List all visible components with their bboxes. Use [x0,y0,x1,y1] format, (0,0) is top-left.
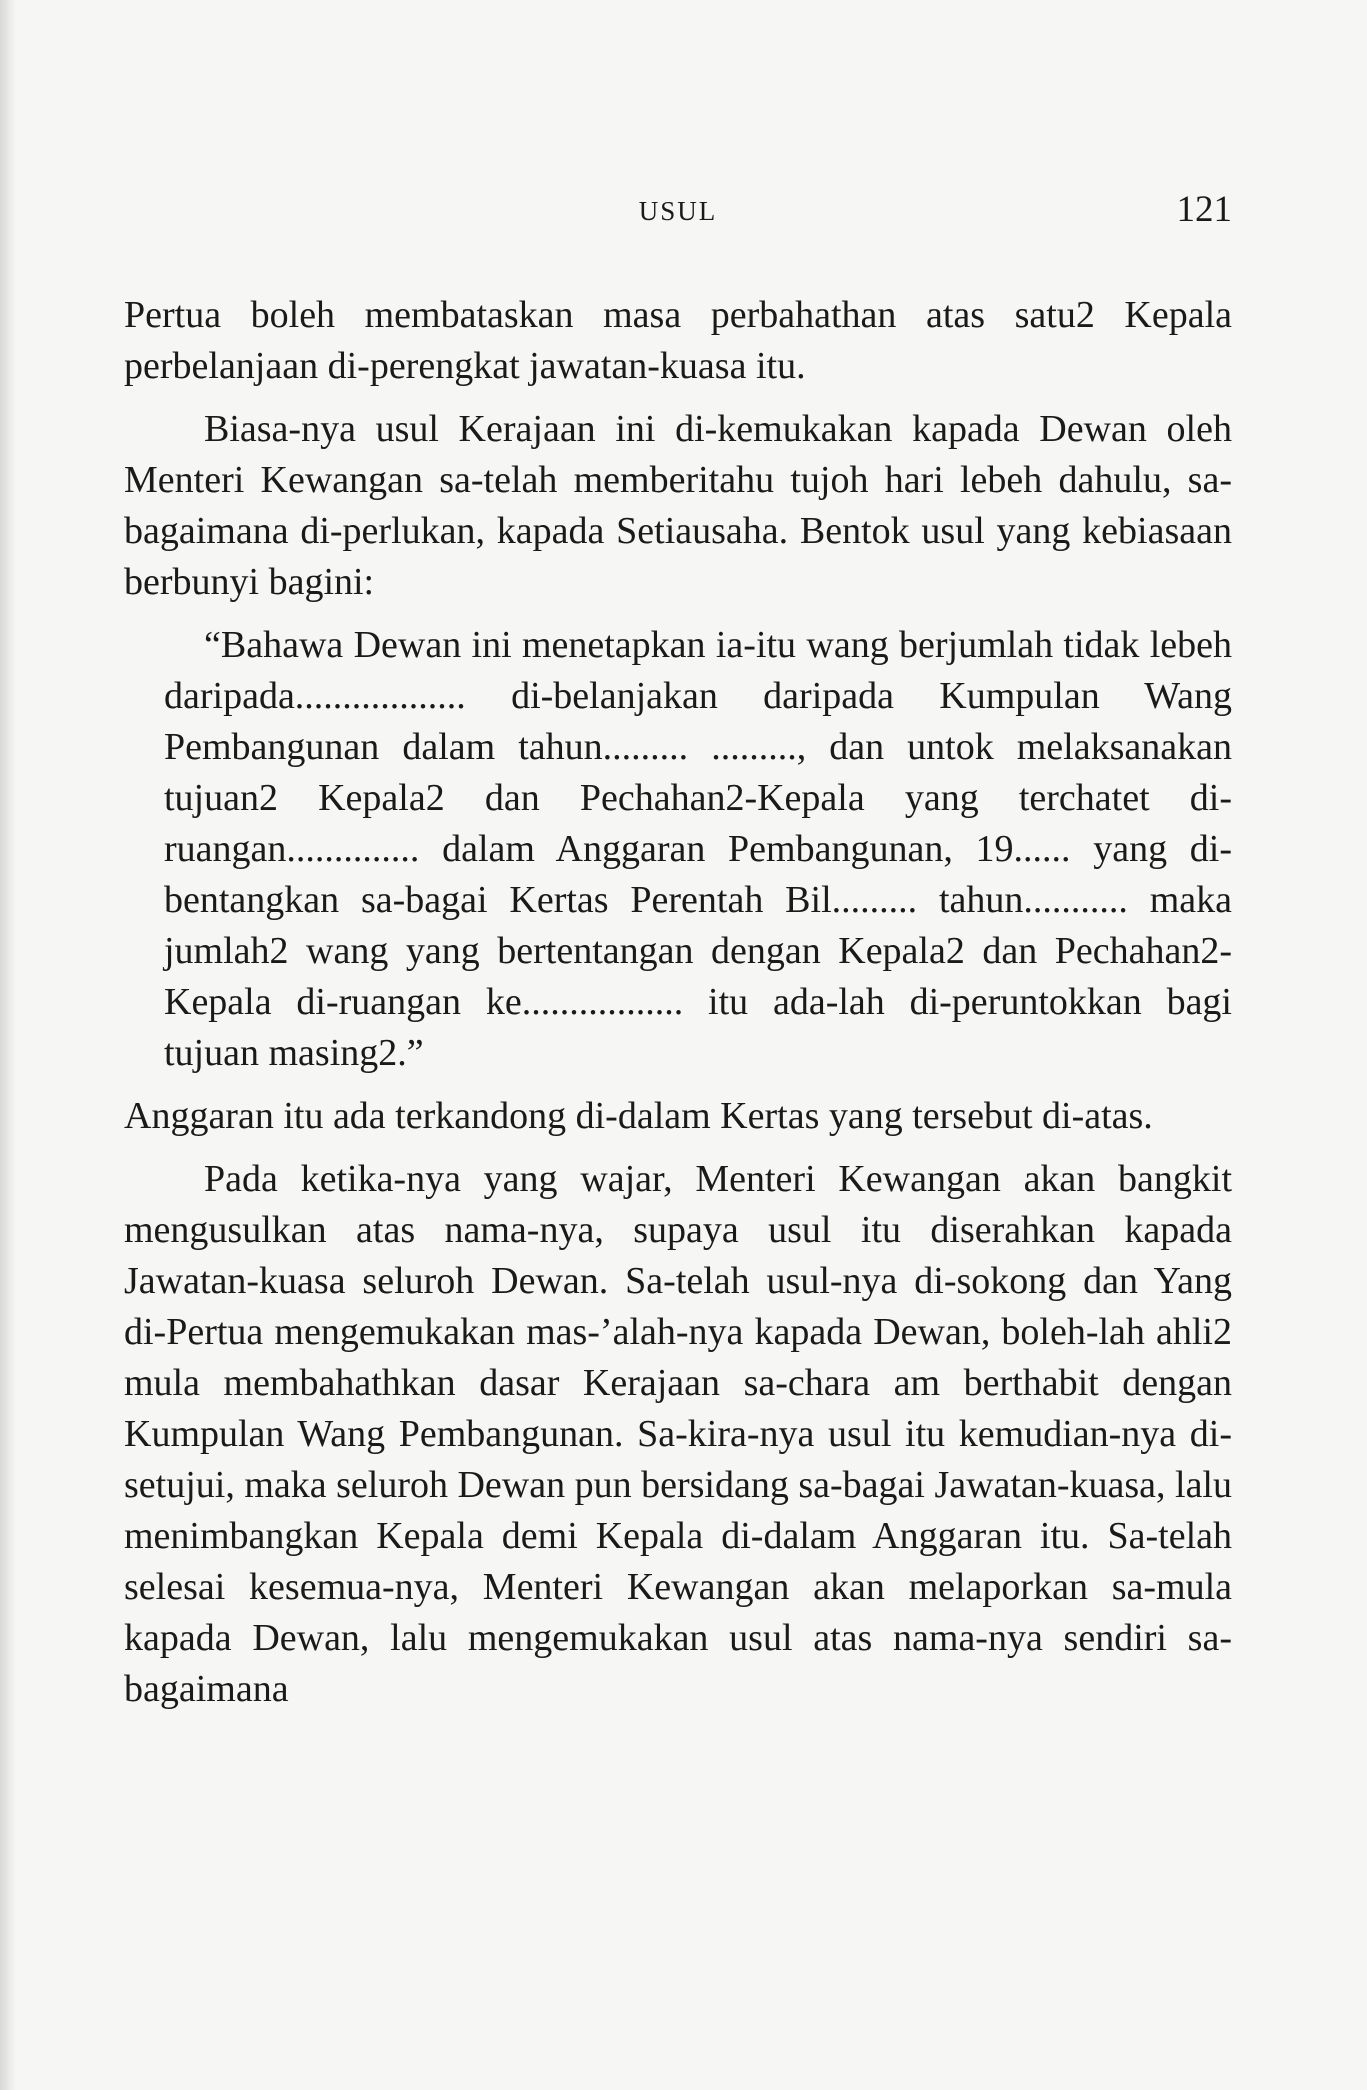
page-header [124,188,1232,238]
page-gutter-shadow [0,0,16,2090]
body-text [124,290,1232,1715]
quoted-motion: “Bahawa Dewan ini menetapkan ia-itu wang berjumlah tidak lebeh daripada.................. di-belanjakan daripada Kumpulan Wang Pembangunan dalam tahun......... ........., dan untok melaksanakan tujuan2 Kepala2 dan Pechahan2-Kepala yang terchatet di-ruangan.............. dalam Anggaran Pembangunan, 19...... yang di-bentangkan sa-bagai Kertas Perentah Bil......... tahun........... maka jumlah2 wang yang bertentangan dengan Kepala2 dan Pechahan2-Kepala di-ruangan ke................. itu ada-lah di-peruntokkan bagi tujuan masing2.” [164,624,1232,1074]
running-head: USUL [638,196,718,226]
page-number: 121 [1176,189,1232,230]
paragraph-2: Biasa-nya usul Kerajaan ini di-kemukakan kapada Dewan oleh Menteri Kewangan sa-telah memberitahu tujoh hari lebeh dahulu, sa-bagaimana di-perlukan, kapada Setiausaha. Bentok usul yang kebiasaan berbunyi bagini: [124,408,1232,603]
paragraph-4: Pada ketika-nya yang wajar, Menteri Kewangan akan bangkit mengusulkan atas nama-nya, supaya usul itu diserahkan kapada Jawatan-kuasa seluroh Dewan. Sa-telah usul-nya di-sokong dan Yang di-Pertua mengemukakan mas-’alah-nya kapada Dewan, boleh-lah ahli2 mula membahathkan dasar Kerajaan sa-chara am berthabit dengan Kumpulan Wang Pembangunan. Sa-kira-nya usul itu kemudian-nya di-setujui, maka seluroh Dewan pun bersidang sa-bagai Jawatan-kuasa, lalu menimbangkan Kepala demi Kepala di-dalam Anggaran itu. Sa-telah selesai kesemua-nya, Menteri Kewangan akan melaporkan sa-mula kapada Dewan, lalu mengemukakan usul atas nama-nya sendiri sa-bagaimana [124,1158,1232,1710]
paragraph-3: Anggaran itu ada terkandong di-dalam Kertas yang tersebut di-atas. [124,1095,1153,1137]
paragraph-1: Pertua boleh membataskan masa perbahathan atas satu2 Kepala perbelanjaan di-perengkat jawatan-kuasa itu. [124,294,1232,387]
